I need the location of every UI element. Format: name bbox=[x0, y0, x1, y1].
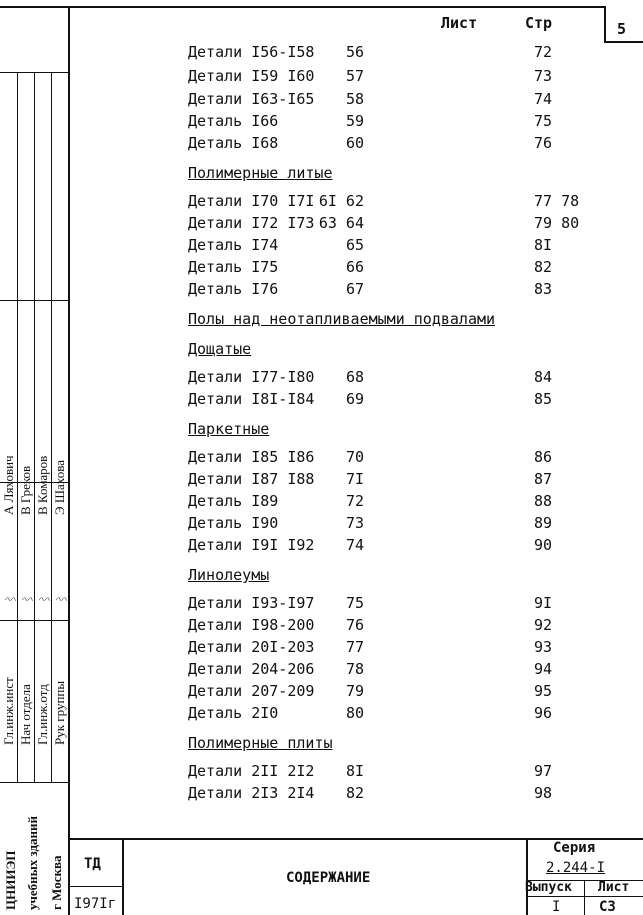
sheet-label: Лист bbox=[598, 880, 630, 895]
toc-row-label: Деталь I89 bbox=[188, 492, 279, 510]
section-heading-text: Дощатые bbox=[188, 340, 252, 358]
toc-row-sheet: 66 bbox=[345, 258, 364, 276]
toc-row bbox=[188, 258, 608, 278]
signature-1: 〰 bbox=[5, 593, 19, 605]
toc-row-page: 9I bbox=[534, 594, 553, 612]
toc-row-sheet: 7I bbox=[345, 470, 364, 488]
toc-row bbox=[188, 492, 608, 512]
toc-row bbox=[188, 134, 608, 154]
toc-row-label: Детали I93-I97 bbox=[188, 594, 315, 612]
toc-row-page: 98 bbox=[534, 784, 553, 802]
toc-row bbox=[188, 470, 608, 490]
title-block-right-divider bbox=[526, 838, 528, 915]
toc-row-page: 94 bbox=[534, 660, 553, 678]
toc-row bbox=[188, 704, 608, 724]
toc-row-sheet: 8I bbox=[345, 762, 364, 780]
toc-row bbox=[188, 90, 608, 110]
toc-row-label: Деталь I75 bbox=[188, 258, 279, 276]
toc-row-sheet: 69 bbox=[345, 390, 364, 408]
toc-row bbox=[188, 368, 608, 388]
toc-row-sheet: 74 bbox=[345, 536, 364, 554]
toc-row-sheet: 70 bbox=[345, 448, 364, 466]
section-heading-text: Полимерные литые bbox=[188, 164, 333, 182]
page-number: 5 bbox=[617, 20, 627, 38]
toc-row-label: Деталь I66 bbox=[188, 112, 279, 130]
stamp-name-3: В Комаров bbox=[35, 455, 50, 515]
toc-row-label: Деталь I90 bbox=[188, 514, 279, 532]
issue-sheet-divider bbox=[584, 880, 585, 915]
series-label: Серия bbox=[553, 840, 596, 856]
toc-row-label: Детали 2I3 2I4 bbox=[188, 784, 315, 802]
toc-row-page: 87 bbox=[534, 470, 553, 488]
toc-row-sheet: 80 bbox=[345, 704, 364, 722]
toc-row-sheet: 58 bbox=[345, 90, 364, 108]
title-block-left-divider bbox=[122, 838, 124, 915]
section-heading-text: Полы над неотапливаемыми подвалами bbox=[188, 310, 496, 328]
toc-row-label: Детали I9I I92 bbox=[188, 536, 315, 554]
section-heading-text: Паркетные bbox=[188, 420, 270, 438]
toc-row-label: Детали I85 I86 bbox=[188, 448, 315, 466]
section-heading bbox=[188, 566, 608, 586]
toc-row bbox=[188, 660, 608, 680]
page-number-box-left bbox=[604, 6, 606, 42]
toc-row-sheet: 63 64 bbox=[318, 214, 364, 232]
signature-2: 〰 bbox=[22, 593, 36, 605]
toc-row-label: Детали I56-I58 bbox=[188, 43, 315, 61]
toc-row-label: Детали I72 I73 bbox=[188, 214, 315, 232]
toc-row-page: 84 bbox=[534, 368, 553, 386]
toc-row-label: Детали I59 I60 bbox=[188, 67, 315, 85]
toc-row-label: Детали 2II 2I2 bbox=[188, 762, 315, 780]
toc-row-page: 82 bbox=[534, 258, 553, 276]
toc-row-label: Детали I8I-I84 bbox=[188, 390, 315, 408]
toc-row-sheet: 82 bbox=[345, 784, 364, 802]
toc-row bbox=[188, 43, 608, 63]
toc-row-sheet: 75 bbox=[345, 594, 364, 612]
stamp-role-3: Гл.инж.отд bbox=[35, 684, 50, 745]
toc-row-sheet: 68 bbox=[345, 368, 364, 386]
toc-row bbox=[188, 390, 608, 410]
toc-row-page: 83 bbox=[534, 280, 553, 298]
stamp-col-line-3 bbox=[51, 72, 52, 782]
toc-row bbox=[188, 112, 608, 132]
toc-row-sheet: 78 bbox=[345, 660, 364, 678]
issue-label: Выпуск bbox=[525, 880, 572, 895]
section-heading bbox=[188, 340, 608, 360]
title-block-code: ТД bbox=[84, 856, 101, 872]
toc-row bbox=[188, 682, 608, 702]
toc-row bbox=[188, 594, 608, 614]
toc-row-sheet: 67 bbox=[345, 280, 364, 298]
toc-row-page: 95 bbox=[534, 682, 553, 700]
top-border bbox=[0, 6, 604, 8]
toc-row-page: 74 bbox=[534, 90, 553, 108]
section-heading bbox=[188, 734, 608, 754]
toc-row-page: 77 78 bbox=[534, 192, 580, 210]
toc-row-page: 92 bbox=[534, 616, 553, 634]
toc-row-label: Деталь I68 bbox=[188, 134, 279, 152]
toc-row-page: 89 bbox=[534, 514, 553, 532]
toc-row bbox=[188, 762, 608, 782]
title-block-code-divider bbox=[68, 886, 123, 887]
title-block-year: I97Iг bbox=[74, 896, 117, 912]
stamp-col-line-1 bbox=[17, 72, 18, 782]
toc-row-label: Детали 20I-203 bbox=[188, 638, 315, 656]
stamp-name-1: А Ляхович bbox=[1, 455, 16, 515]
section-heading bbox=[188, 310, 608, 330]
issue-header-line bbox=[526, 896, 643, 897]
toc-row-page: 79 80 bbox=[534, 214, 580, 232]
toc-row-label: Детали 204-206 bbox=[188, 660, 315, 678]
toc-row-page: 90 bbox=[534, 536, 553, 554]
toc-row-label: Детали I77-I80 bbox=[188, 368, 315, 386]
issue-value: I bbox=[552, 899, 561, 915]
stamp-role-1: Гл.инж.инст bbox=[1, 677, 16, 745]
stamp-row-line-3 bbox=[0, 620, 68, 621]
toc-row-page: 86 bbox=[534, 448, 553, 466]
signature-3: 〰 bbox=[39, 593, 53, 605]
toc-row bbox=[188, 192, 608, 212]
toc-row-sheet: 65 bbox=[345, 236, 364, 254]
section-heading-text: Полимерные плиты bbox=[188, 734, 333, 752]
stamp-role-4: Рук группы bbox=[52, 680, 67, 745]
page-number-box-bottom bbox=[604, 41, 643, 43]
toc-row-sheet: 6I 62 bbox=[318, 192, 364, 210]
toc-row-sheet: 59 bbox=[345, 112, 364, 130]
stamp-org-3: г Москва bbox=[49, 855, 64, 910]
toc-row bbox=[188, 214, 608, 234]
toc-row-sheet: 57 bbox=[345, 67, 364, 85]
toc-row-page: 88 bbox=[534, 492, 553, 510]
stamp-name-2: В Греков bbox=[18, 465, 33, 515]
toc-row-sheet: 73 bbox=[345, 514, 364, 532]
stamp-col-line-2 bbox=[34, 72, 35, 782]
toc-row bbox=[188, 448, 608, 468]
toc-row bbox=[188, 514, 608, 534]
toc-row-label: Детали I98-200 bbox=[188, 616, 315, 634]
toc-row-page: 85 bbox=[534, 390, 553, 408]
column-header-page: Стр bbox=[525, 14, 553, 32]
sheet-value: С3 bbox=[599, 899, 616, 915]
toc-row-page: 96 bbox=[534, 704, 553, 722]
section-heading bbox=[188, 164, 608, 184]
toc-row-label: Детали I87 I88 bbox=[188, 470, 315, 488]
toc-row-page: 73 bbox=[534, 67, 553, 85]
toc-row bbox=[188, 536, 608, 556]
left-border bbox=[68, 6, 70, 915]
toc-row-sheet: 72 bbox=[345, 492, 364, 510]
stamp-name-4: Э Шахова bbox=[52, 460, 67, 515]
toc-row bbox=[188, 638, 608, 658]
toc-row-page: 93 bbox=[534, 638, 553, 656]
toc-row bbox=[188, 67, 608, 87]
toc-row-sheet: 79 bbox=[345, 682, 364, 700]
toc-row-label: Детали 207-209 bbox=[188, 682, 315, 700]
column-header-sheet: Лист bbox=[441, 14, 478, 32]
stamp-row-line-1 bbox=[0, 300, 68, 301]
toc-row-sheet: 77 bbox=[345, 638, 364, 656]
toc-row-sheet: 60 bbox=[345, 134, 364, 152]
section-heading bbox=[188, 420, 608, 440]
toc-row-label: Детали I63-I65 bbox=[188, 90, 315, 108]
signature-4: 〰 bbox=[56, 593, 70, 605]
toc-row bbox=[188, 784, 608, 804]
stamp-role-2: Нач отдела bbox=[18, 684, 33, 745]
title-block-title: СОДЕРЖАНИЕ bbox=[286, 870, 371, 886]
toc-row-sheet: 76 bbox=[345, 616, 364, 634]
toc-row-page: 76 bbox=[534, 134, 553, 152]
stamp-org-1: ЦНИИЭП bbox=[3, 850, 18, 910]
toc-row-page: 72 bbox=[534, 43, 553, 61]
toc-row-label: Деталь I76 bbox=[188, 280, 279, 298]
toc-row-page: 8I bbox=[534, 236, 553, 254]
toc-row bbox=[188, 236, 608, 256]
toc-row bbox=[188, 616, 608, 636]
toc-row-page: 75 bbox=[534, 112, 553, 130]
toc-row bbox=[188, 280, 608, 300]
toc-row-label: Деталь 2I0 bbox=[188, 704, 279, 722]
section-heading-text: Линолеумы bbox=[188, 566, 270, 584]
toc-row-page: 97 bbox=[534, 762, 553, 780]
series-value: 2.244-I bbox=[546, 860, 606, 876]
toc-row-sheet: 56 bbox=[345, 43, 364, 61]
toc-row-label: Детали I70 I7I bbox=[188, 192, 315, 210]
stamp-org-2: учебных зданий bbox=[25, 815, 40, 910]
toc-row-label: Деталь I74 bbox=[188, 236, 279, 254]
